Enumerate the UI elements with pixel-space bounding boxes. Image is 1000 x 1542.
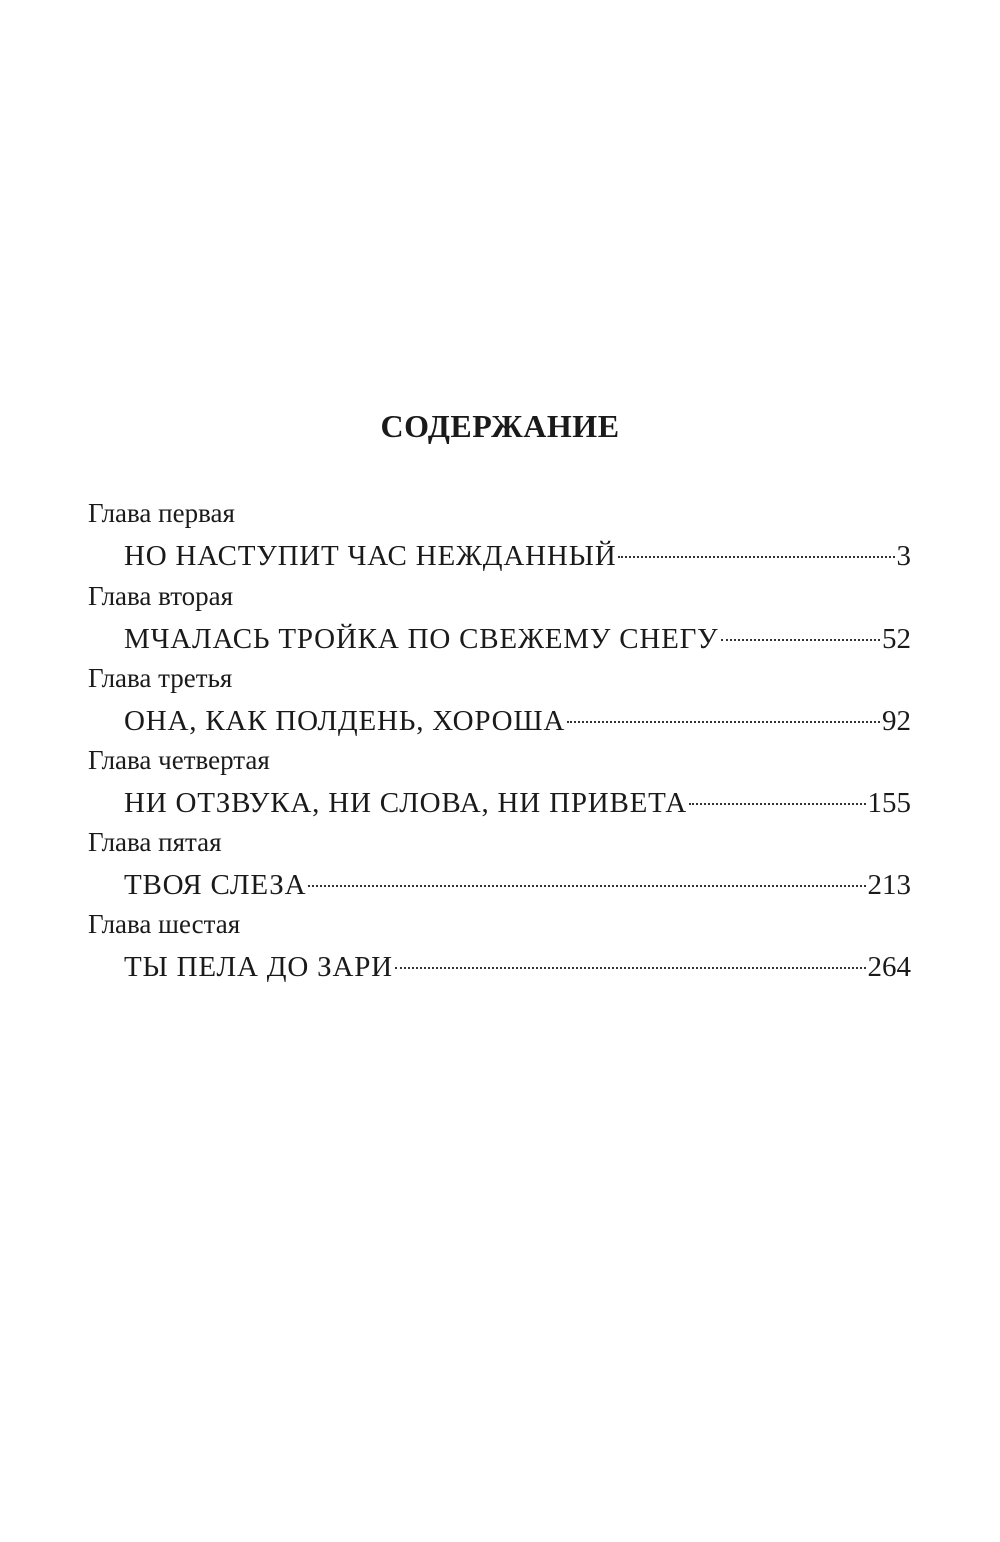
chapter-title: ТВОЯ СЛЕЗА — [124, 869, 307, 901]
dot-leader — [395, 967, 866, 969]
toc-entry — [88, 658, 911, 740]
toc-entry — [88, 576, 911, 658]
toc-list — [88, 493, 911, 986]
dot-leader — [618, 556, 894, 558]
page-number: 213 — [867, 869, 911, 901]
dot-leader — [308, 885, 865, 887]
page-number: 3 — [896, 540, 911, 572]
toc-entry — [88, 822, 911, 904]
chapter-title: НИ ОТЗВУКА, НИ СЛОВА, НИ ПРИВЕТА — [124, 787, 687, 819]
chapter-line — [124, 862, 911, 908]
chapter-label: Глава пятая — [88, 827, 222, 857]
toc-entry — [88, 904, 911, 986]
chapter-line — [124, 616, 911, 662]
toc-entry — [88, 493, 911, 576]
chapter-title: НО НАСТУПИТ ЧАС НЕЖДАННЫЙ — [124, 540, 617, 572]
toc-title: СОДЕРЖАНИЕ — [380, 408, 620, 444]
page-number: 92 — [882, 705, 911, 737]
dot-leader — [567, 721, 880, 723]
chapter-line — [124, 698, 911, 744]
chapter-title: МЧАЛАСЬ ТРОЙКА ПО СВЕЖЕМУ СНЕГУ — [124, 623, 719, 655]
page-number: 155 — [867, 787, 911, 819]
chapter-label: Глава вторая — [88, 581, 234, 611]
chapter-line — [124, 780, 911, 826]
chapter-label: Глава третья — [88, 663, 233, 693]
dot-leader — [721, 639, 880, 641]
chapter-label: Глава шестая — [88, 909, 241, 939]
chapter-label: Глава первая — [88, 498, 235, 528]
chapter-line — [124, 533, 911, 579]
page-number: 52 — [882, 623, 911, 655]
dot-leader — [689, 803, 866, 805]
chapter-title: ТЫ ПЕЛА ДО ЗАРИ — [124, 951, 393, 983]
page-number: 264 — [867, 951, 911, 983]
chapter-label: Глава четвертая — [88, 745, 270, 775]
toc-entry — [88, 740, 911, 822]
chapter-title: ОНА, КАК ПОЛДЕНЬ, ХОРОША — [124, 705, 566, 737]
chapter-line — [124, 944, 911, 990]
